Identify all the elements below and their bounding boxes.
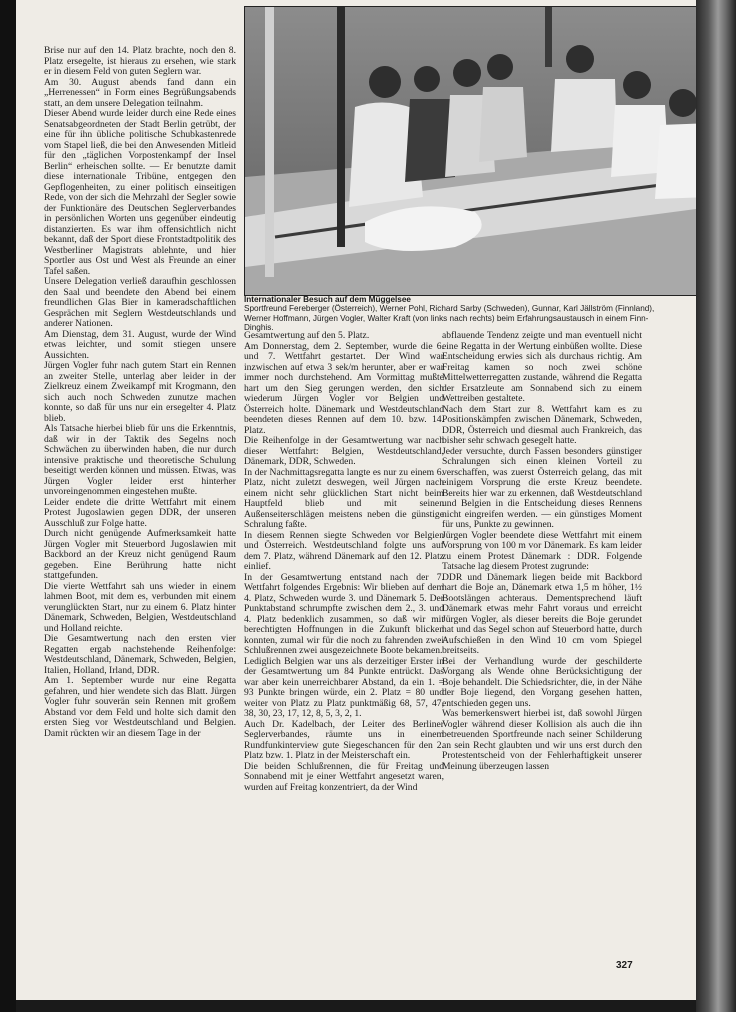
paragraph: Am Dienstag, dem 31. August, wurde der Wind etwas leichter, und somit stiegen unsere Aussichten.: [44, 328, 236, 361]
paragraph: Was bemerkenswert hierbei ist, daß sowohl Jürgen Vogler während dieser Kollision als auch die ihn betreuenden Sportfreunde nach seiner Schilderung an sein Recht glaubten und wir uns erst durch den Protestentscheid von der Fehlerhaftigkeit unserer Meinung überzeugen lassen: [442, 708, 642, 772]
photo-caption: [244, 295, 664, 333]
paragraph: In der Gesamtwertung entstand nach der 7. Wettfahrt folgendes Ergebnis: Wir blieben auf dem 4. Platz, Schweden wurde 3. und Dänemark 5. Der Punktabstand schrumpfte zwischen dem 2., 3. und 4. Platz bedenklich zusammen, so daß wir mit berechtigten Hoffnungen in die Zukunft blicken konnten, zumal wir für die noch zu fahrenden zwei Schlußrennen zwei ausgezeichnete Boote bekamen.: [244, 571, 444, 656]
magazine-page: [16, 0, 696, 1000]
paragraph: DDR und Dänemark liegen beide mit Backbord hart die Boje an, Dänemark etwa 1,5 m höher, 1½ Bootslängen achteraus. Dementsprechend läuft Dänemark etwas mehr Fahrt voraus und erreicht Jürgen Vogler, als dieser bereits die Boje gerundet hat und das Segel schon auf Steuerbord hatte, durch Aufschießen in den Wind 10 cm vom Spiegel breitseits.: [442, 571, 642, 656]
paragraph: Am 1. September wurde nur eine Regatta gefahren, und hier wendete sich das Blatt. Jürgen Vogler fuhr souverän sein Rennen mit großem Abstand vor dem Feld und holte sich damit den ersten Sieg vor Westdeutschland und Belgien. Damit rückten wir an diesem Tage in der: [44, 675, 236, 739]
page-number: 327: [616, 960, 633, 971]
paragraph: Durch nicht genügende Aufmerksamkeit hatte Jürgen Vogler mit Steuerbord Jugoslawien mit Backbord an der Kreuz nicht genügend Raum gegeben. Eine Berührung hatte nicht stattgefunden.: [44, 528, 236, 581]
paragraph: Jürgen Vogler beendete diese Wettfahrt mit einem Vorsprung von 100 m vor Dänemark. Es kam leider zu einem Protest Dänemark : DDR. Folgende Tatsache lag diesem Protest zugrunde:: [442, 529, 642, 572]
photo-sailors-dinghy: [244, 6, 696, 296]
paragraph: Leider endete die dritte Wettfahrt mit einem Protest Jugoslawien gegen DDR, der unseren Ausschluß zur Folge hatte.: [44, 496, 236, 529]
paragraph: Dieser Abend wurde leider durch eine Rede eines Senatsabgeordneten der Stadt Berlin getrübt, der eine für ihn übliche politische Schubkastenrede vom Stapel ließ, die bei den Anwesenden Mitleid für den „täglichen Vorpostenkampf der Insel Berlin“ erheischen sollte. — Er benutzte damit diese internationale Tribüne, entgegen den Gepflogenheiten, zu einer politisch einseitigen Rede, von der sich die Mehrzahl der Segler sowie der Funktionäre des Deutschen Seglerverbandes in persönlichen Worten uns gegenüber eindeutig distanzierten. Es war ihm offensichtlich nicht bekannt, daß der Sport diese Frontstadtpolitik des Westberliner Magistrats ablehnte, und hier Sportler aus Ost und West als Freunde an einer Tafel saßen.: [44, 108, 236, 277]
paragraph: Gesamtwertung auf den 5. Platz.: [244, 330, 370, 341]
caption-title: Internationaler Besuch auf dem Müggelsee: [244, 295, 411, 304]
paragraph: abflauende Tendenz zeigte und man eventuell nicht eine Regatta in der Wertung einbüßen wollte. Diese Entscheidung erwies sich als durchaus richtig. Am Freitag kamen so noch zwei schöne Mittelwetterregatten zustande, während die Regatta der Ersatzleute am Sonnabend sich zu einem Wettreiben gestaltete.: [442, 330, 642, 404]
paragraph: Auch Dr. Kadelbach, der Leiter des Berliner Seglerverbandes, räumte uns in einem Rundfunkinterview gute Siegeschancen für den 2. Platz bzw. 1. Platz in der Meisterschaft ein.: [244, 718, 444, 761]
book-spine-left: [0, 0, 16, 1012]
paragraph: Jeder versuchte, durch Fassen besonders günstiger Schralungen sich einen kleinen Vorteil zu verschaffen, was zuerst Österreich gelang, das mit einigem Vorsprung die erste Kreuz beendete. Bereits hier war zu erkennen, daß Westdeutschland und Belgien in die Entscheidung dieses Rennens nicht eingreifen werden. — ein günstiges Moment für uns, Punkte zu gewinnen.: [442, 445, 642, 530]
paragraph: Bei der Verhandlung wurde der geschilderte Vorgang als Wende ohne Berücksichtigung der Boje behandelt. Die Schiedsrichter, die, in der Nähe der Boje liegend, den Vorgang gesehen hatten, entschieden gegen uns.: [442, 655, 642, 709]
paragraph: Die Gesamtwertung nach den ersten vier Regatten ergab nachstehende Reihenfolge: Westdeutschland, Dänemark, Schweden, Belgien, Italien, Holland, Irland, DDR.: [44, 633, 236, 676]
paragraph: Die beiden Schlußrennen, die für Freitag und Sonnabend mit je einer Wettfahrt angesetzt waren, wurden auf Freitag konzentriert, da der Wind: [244, 760, 444, 793]
paragraph: Nach dem Start zur 8. Wettfahrt kam es zu Positionskämpfen zwischen Dänemark, Schweden, DDR, Österreich und diesmal auch Frankreich, das bisher sehr schwach gesegelt hatte.: [442, 403, 642, 446]
paragraph: In diesem Rennen siegte Schweden vor Belgien und Österreich. Westdeutschland folgte uns auf dem 7. Platz, während Dänemark auf den 12. Platz einlief.: [244, 529, 444, 572]
paragraph: Die vierte Wettfahrt sah uns wieder in einem lahmen Boot, mit dem es, verbunden mit einem verunglückten Start, nur zu einem 6. Platz hinter Dänemark, Schweden, Belgien, Westdeutschland und Holland reichte.: [44, 580, 236, 634]
caption-text: Sportfreund Fereberger (Österreich), Werner Pohl, Richard Sarby (Schweden), Gunnar, Karl Jällström (Finnland), Werner Hoffmann, Jürgen Vogler, Walter Kraft (von links nach rechts) beim Erfahrungsaustausch in einem Finn-Dinghis.: [244, 304, 655, 333]
paragraph: Die Reihenfolge in der Gesamtwertung war nach dieser Wettfahrt: Belgien, Westdeutschland, Dänemark, DDR, Schweden.: [244, 435, 444, 467]
paragraph: Als Tatsache hierbei blieb für uns die Erkenntnis, daß wir in der Taktik des Segelns noch Schwächen zu überwinden haben, die nur durch intensive praktische und theoretische Schulung beseitigt werden können und müssen. Etwas, was Jürgen Vogler leider erst hinterher unvoreingenommen eingestehen mußte.: [44, 423, 236, 497]
paragraph: Am 30. August abends fand dann ein „Herrenessen“ in Form eines Begrüßungsabends statt, an dem unsere Delegation teilnahm.: [44, 76, 236, 109]
text-column-middle: [244, 331, 444, 793]
paragraph: In der Nachmittagsregatta langte es nur zu einem 6. Platz, nicht zuletzt deswegen, weil Jürgen nach einem nicht sehr glücklichen Start nicht beim Hauptfeld blieb und mit seinen Außenseiterschlägen meistens neben die günstige Schralung faßte.: [244, 466, 444, 530]
paragraph: Lediglich Belgien war uns als derzeitiger Erster in der Gesamtwertung um 84 Punkte entrückt. Das war aber kein unerreichbarer Abstand, da ein 1. = 93 Punkte bringen würde, ein 2. Platz = 80 und weiter von Platz zu Platz punktmäßig 68, 57, 47, 38, 30, 23, 17, 12, 8, 5, 3, 2, 1.: [244, 655, 444, 719]
text-column-left: [44, 46, 236, 739]
paragraph: Jürgen Vogler fuhr nach gutem Start ein Rennen an zweiter Stelle, unterlag aber leider in der Zielkreuz einem Zweikampf mit Krogmann, den sich auch noch Schweden zunutze machen konnte, so daß für uns nur ein ersegelter 4. Platz blieb.: [44, 360, 236, 424]
text-column-right: [442, 331, 642, 772]
paragraph: Unsere Delegation verließ daraufhin geschlossen den Saal und beendete den Abend bei einem freundlichen Glas Bier in kameradschaftlichen Gesprächen mit Seglern Westdeutschlands und anderer Nationen.: [44, 276, 236, 329]
paragraph: Brise nur auf den 14. Platz brachte, noch den 8. Platz ersegelte, ist hieraus zu ersehen, wie stark er in diesem Feld von guten Seglern war.: [44, 45, 236, 77]
paragraph: Am Donnerstag, dem 2. September, wurde die 6. und 7. Wettfahrt gestartet. Der Wind war inzwischen auf etwa 3 sek/m herunter, aber er war immer noch durchstehend. Am Vormittag mußte hart um den Sieg gerungen werden, den sich wiederum Jürgen Vogler vor Belgien und Österreich holte. Dänemark und Westdeutschland beendeten dieses Rennen auf dem 10. bzw. 14. Platz.: [244, 340, 444, 436]
book-fore-edge: [696, 0, 736, 1012]
